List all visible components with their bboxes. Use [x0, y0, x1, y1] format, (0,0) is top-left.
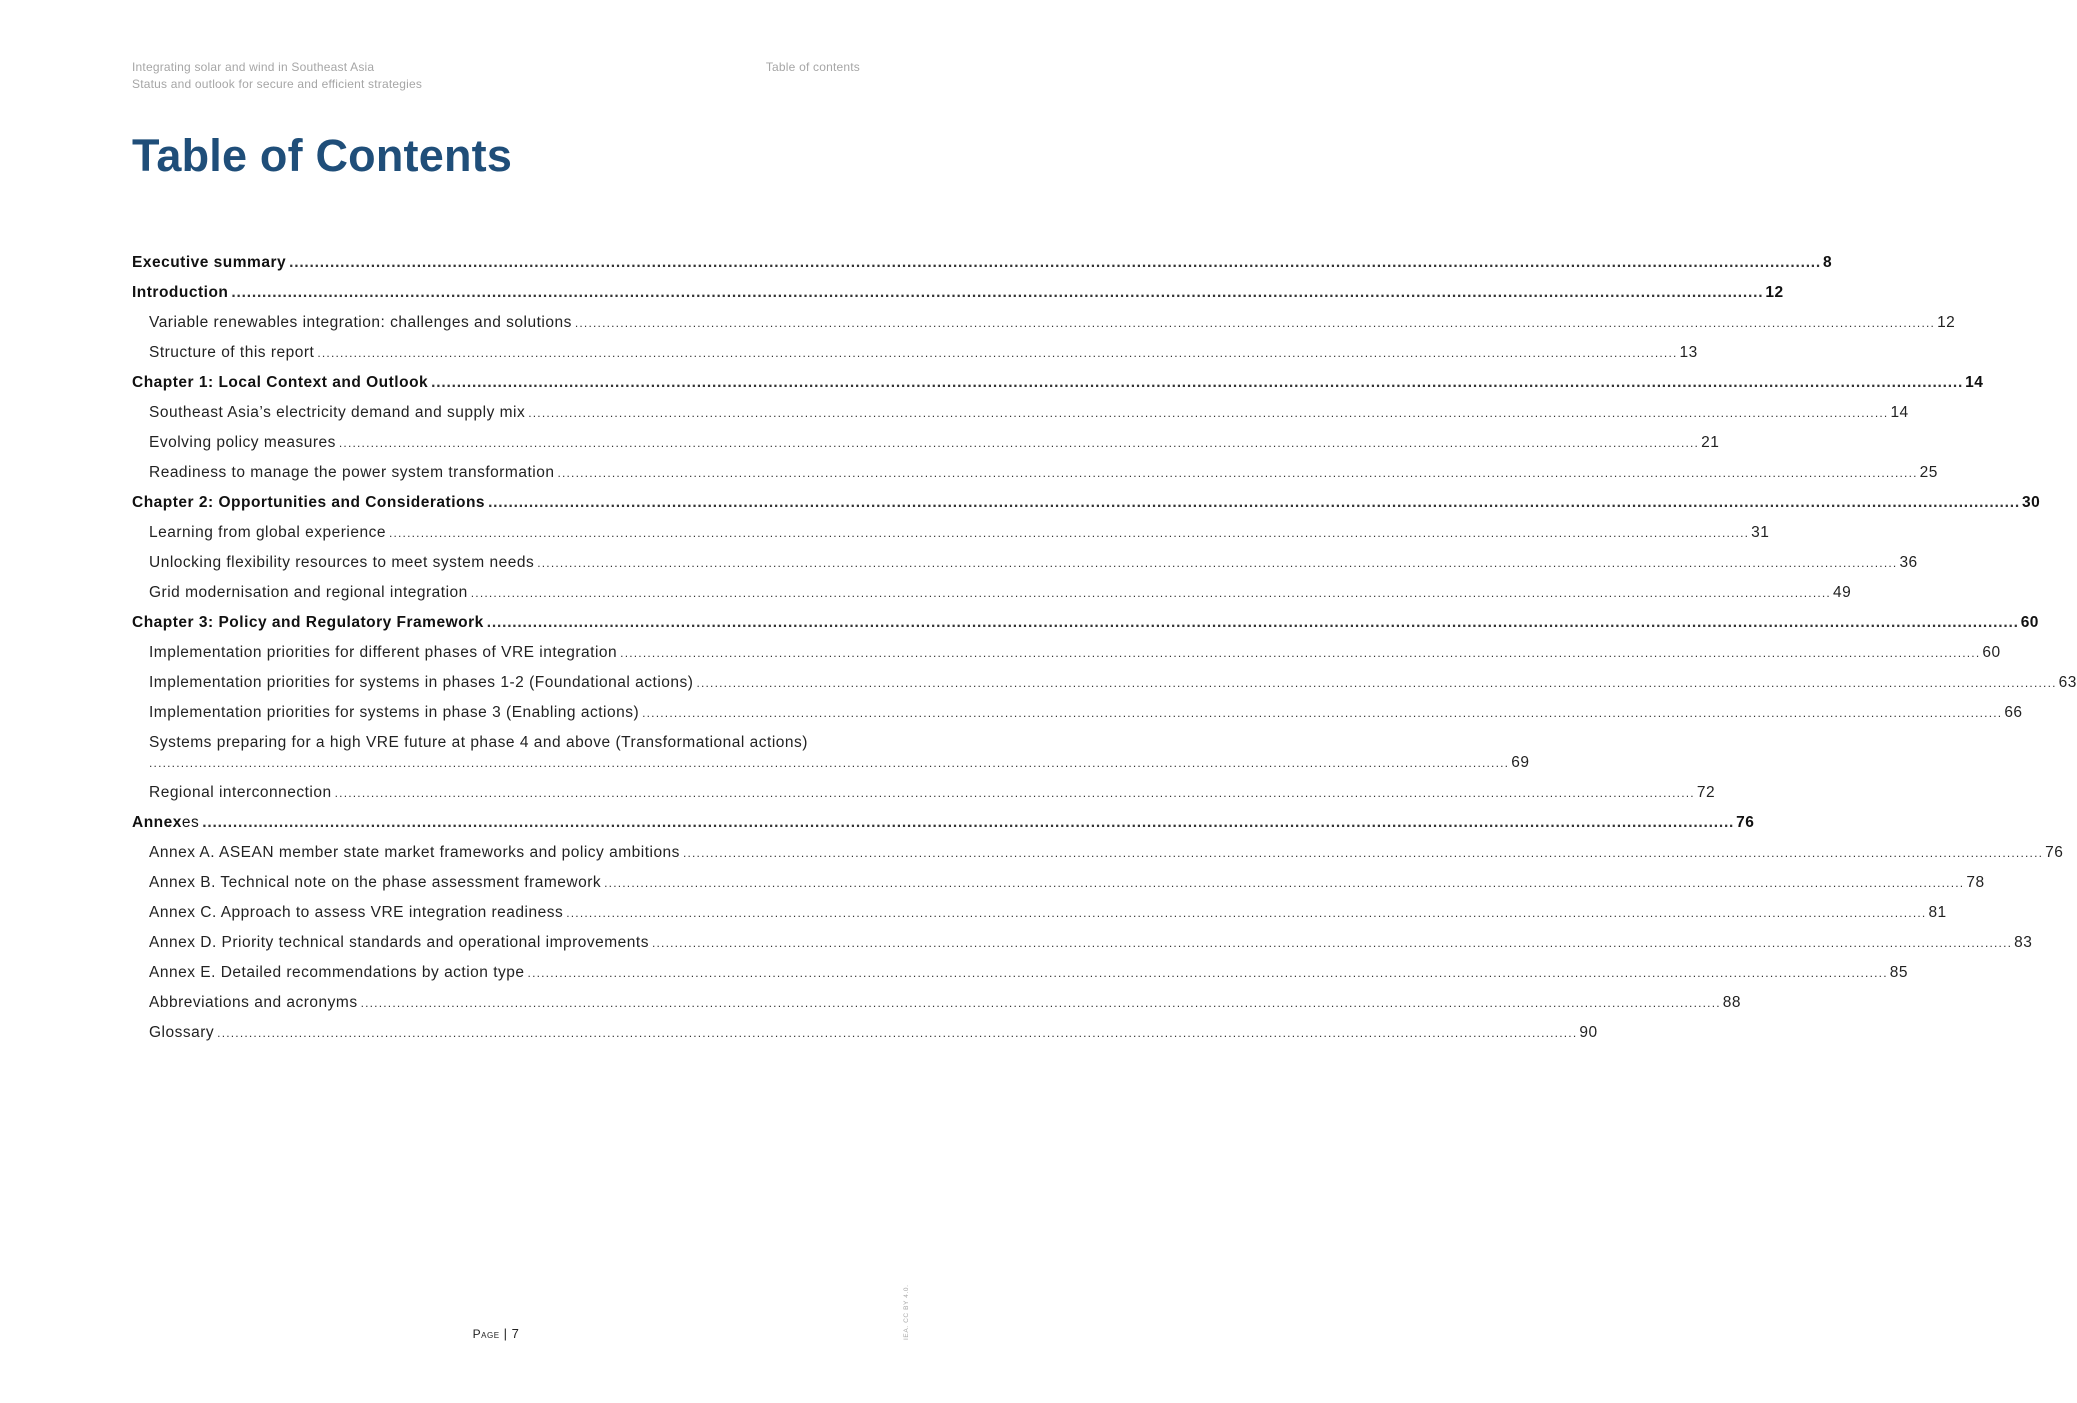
dot-leader: ............................................................................................................................................................................................................................................................................................................: [651, 936, 2013, 950]
toc-page-number: 85: [1889, 964, 1908, 981]
toc-entry-regional-interconnection[interactable]: [132, 784, 1716, 814]
dot-leader: ............................................................................................................................................................................................................................................................................................................: [488, 494, 2020, 511]
toc-entry-vre-integration[interactable]: [132, 314, 1956, 344]
page-label: Page: [472, 1327, 500, 1341]
dot-leader: ............................................................................................................................................................................................................................................................................................................: [528, 406, 1889, 420]
toc-entry-label: Systems preparing for a high VRE future at phase 4 and above (Transformational actions): [149, 734, 808, 751]
dot-leader: ............................................................................................................................................................................................................................................................................................................: [338, 436, 1700, 450]
toc-page-number: 36: [1899, 554, 1918, 571]
dot-leader: ............................................................................................................................................................................................................................................................................................................: [289, 254, 1822, 271]
page-footer: [0, 1326, 992, 1341]
toc-entry-executive-summary[interactable]: [132, 254, 1833, 284]
dot-leader: ............................................................................................................................................................................................................................................................................................................: [431, 374, 1964, 391]
toc-page-number: 14: [1965, 374, 1984, 391]
toc-entry-annexes[interactable]: [132, 814, 1755, 844]
toc-entry-glossary[interactable]: [132, 1024, 1598, 1054]
toc-entry-label: Implementation priorities for systems in phase 3 (Enabling actions): [149, 704, 640, 721]
page-separator: |: [499, 1326, 512, 1341]
document-title: Integrating solar and wind in Southeast Asia: [132, 60, 375, 74]
toc-entry-label: Southeast Asia’s electricity demand and supply mix: [149, 404, 526, 421]
dot-leader: ............................................................................................................................................................................................................................................................................................................: [566, 906, 1927, 920]
toc-entry-priorities-phases[interactable]: [132, 644, 2001, 674]
dot-leader: ............................................................................................................................................................................................................................................................................................................: [574, 316, 1936, 330]
toc-entry-priorities-phase-3[interactable]: [132, 704, 2023, 734]
toc-entry-grid-modernisation[interactable]: [132, 584, 1852, 614]
toc-entry-label: Unlocking flexibility resources to meet system needs: [149, 554, 535, 571]
toc-entry-label: Chapter 1: Local Context and Outlook: [132, 374, 429, 391]
toc-entry-label: Readiness to manage the power system transformation: [149, 464, 555, 481]
toc-entry-label: Abbreviations and acronyms: [149, 994, 358, 1011]
toc-entry-introduction[interactable]: [132, 284, 1784, 314]
toc-page-number: 78: [1966, 874, 1985, 891]
toc-page-number: 66: [2004, 704, 2023, 721]
dot-leader: ............................................................................................................................................................................................................................................................................................................: [470, 586, 1831, 600]
dot-leader: ............................................................................................................................................................................................................................................................................................................: [231, 284, 1764, 301]
toc-entry-label: Annex C. Approach to assess VRE integration readiness: [149, 904, 564, 921]
toc-page-number: 63: [2058, 674, 2077, 691]
toc-entry-continuation: [149, 754, 1530, 772]
toc-page-number: 31: [1751, 524, 1770, 541]
toc-entry-label: Structure of this report: [149, 344, 315, 361]
dot-leader: ............................................................................................................................................................................................................................................................................................................: [604, 876, 1965, 890]
dot-leader: ............................................................................................................................................................................................................................................................................................................: [388, 526, 1750, 540]
toc-entry-label-main: Annex: [132, 814, 182, 831]
toc-entry-label: Annex A. ASEAN member state market frameworks and policy ambitions: [149, 844, 680, 861]
toc-page-number: 49: [1832, 584, 1852, 601]
license-note: IEA. CC BY 4.0.: [903, 1284, 910, 1340]
toc-page-number: 60: [2020, 614, 2039, 631]
toc-entry-label: Evolving policy measures: [149, 434, 336, 451]
toc-entry-label: Implementation priorities for systems in phases 1-2 (Foundational actions): [149, 674, 694, 691]
toc-page-number: 81: [1928, 904, 1947, 921]
dot-leader: ............................................................................................................................................................................................................................................................................................................: [360, 996, 1721, 1010]
dot-leader: ............................................................................................................................................................................................................................................................................................................: [537, 556, 1898, 570]
toc-entry-label: Chapter 2: Opportunities and Considerations: [132, 494, 486, 511]
dot-leader: ............................................................................................................................................................................................................................................................................................................: [696, 676, 2057, 690]
toc-entry-report-structure[interactable]: [132, 344, 1698, 374]
toc-entry-label: Implementation priorities for different phases of VRE integration: [149, 644, 618, 661]
toc-entry-annex-d[interactable]: [132, 934, 2033, 964]
toc-entry-label: Glossary: [149, 1024, 215, 1041]
toc-entry-priorities-phases-1-2[interactable]: [132, 674, 2077, 704]
page-title: Table of Contents: [132, 130, 513, 181]
toc-page-number: 12: [1765, 284, 1784, 301]
toc-entry-chapter-1[interactable]: [132, 374, 1984, 404]
toc-entry-demand-supply[interactable]: [132, 404, 1909, 434]
toc-page-number: 76: [2045, 844, 2064, 861]
toc-entry-flexibility[interactable]: [132, 554, 1918, 584]
toc-page-number: 13: [1679, 344, 1698, 361]
toc-entry-chapter-2[interactable]: [132, 494, 2041, 524]
toc-entry-chapter-3[interactable]: [132, 614, 2039, 644]
section-name: Table of contents: [765, 60, 860, 74]
toc-entry-label: Annex B. Technical note on the phase assessment framework: [149, 874, 602, 891]
toc-entry-high-vre-future[interactable]: [132, 734, 1530, 784]
dot-leader: ............................................................................................................................................................................................................................................................................................................: [557, 466, 1918, 480]
toc-entry-annex-b[interactable]: [132, 874, 1985, 904]
toc-page-number: 60: [1982, 644, 2001, 661]
toc-page-number: 69: [1511, 754, 1530, 771]
toc-entry-annex-a[interactable]: [132, 844, 2064, 874]
toc-entry-abbreviations[interactable]: [132, 994, 1742, 1024]
toc-entry-global-experience[interactable]: [132, 524, 1770, 554]
dot-leader: ............................................................................................................................................................................................................................................................................................................: [527, 966, 1888, 980]
dot-leader: ............................................................................................................................................................................................................................................................................................................: [317, 346, 1678, 360]
toc-entry-label: Annex D. Priority technical standards and operational improvements: [149, 934, 649, 951]
toc-entry-label: [132, 814, 199, 832]
dot-leader: ............................................................................................................................................................................................................................................................................................................: [217, 1026, 1578, 1040]
dot-leader: ............................................................................................................................................................................................................................................................................................................: [149, 756, 1510, 770]
toc-entry-annex-e[interactable]: [132, 964, 1908, 994]
toc-entry-label: Regional interconnection: [149, 784, 332, 801]
toc-entry-label: Annex E. Detailed recommendations by action type: [149, 964, 525, 981]
dot-leader: ............................................................................................................................................................................................................................................................................................................: [642, 706, 2003, 720]
toc-entry-label: Grid modernisation and regional integration: [149, 584, 468, 601]
document-subtitle: Status and outlook for secure and efficient strategies: [132, 77, 423, 91]
table-of-contents: [132, 254, 2077, 1054]
page-number: 7: [511, 1326, 520, 1341]
toc-page-number: 30: [2021, 494, 2041, 511]
dot-leader: ............................................................................................................................................................................................................................................................................................................: [486, 614, 2019, 631]
dot-leader: ............................................................................................................................................................................................................................................................................................................: [202, 814, 1735, 831]
toc-entry-label-suffix: es: [181, 814, 200, 831]
toc-entry-label: Introduction: [132, 284, 229, 301]
toc-page-number: 72: [1696, 784, 1716, 801]
toc-page-number: 21: [1701, 434, 1720, 451]
toc-page-number: 12: [1937, 314, 1956, 331]
toc-entry-label: Variable renewables integration: challenges and solutions: [149, 314, 572, 331]
toc-entry-readiness[interactable]: [132, 464, 1938, 494]
toc-page-number: 83: [2014, 934, 2033, 951]
toc-entry-annex-c[interactable]: [132, 904, 1947, 934]
toc-page-number: 88: [1722, 994, 1742, 1011]
running-header: [132, 59, 422, 93]
toc-page-number: 8: [1823, 254, 1833, 271]
dot-leader: ............................................................................................................................................................................................................................................................................................................: [682, 846, 2044, 860]
toc-page-number: 90: [1579, 1024, 1598, 1041]
toc-entry-label: Learning from global experience: [149, 524, 386, 541]
toc-page-number: 25: [1919, 464, 1938, 481]
toc-entry-label: Executive summary: [132, 254, 287, 271]
dot-leader: ............................................................................................................................................................................................................................................................................................................: [620, 646, 1981, 660]
dot-leader: ............................................................................................................................................................................................................................................................................................................: [334, 786, 1695, 800]
toc-entry-policy-measures[interactable]: [132, 434, 1720, 464]
toc-page-number: 76: [1736, 814, 1755, 831]
toc-entry-label: Chapter 3: Policy and Regulatory Framework: [132, 614, 484, 631]
toc-page-number: 14: [1890, 404, 1909, 421]
